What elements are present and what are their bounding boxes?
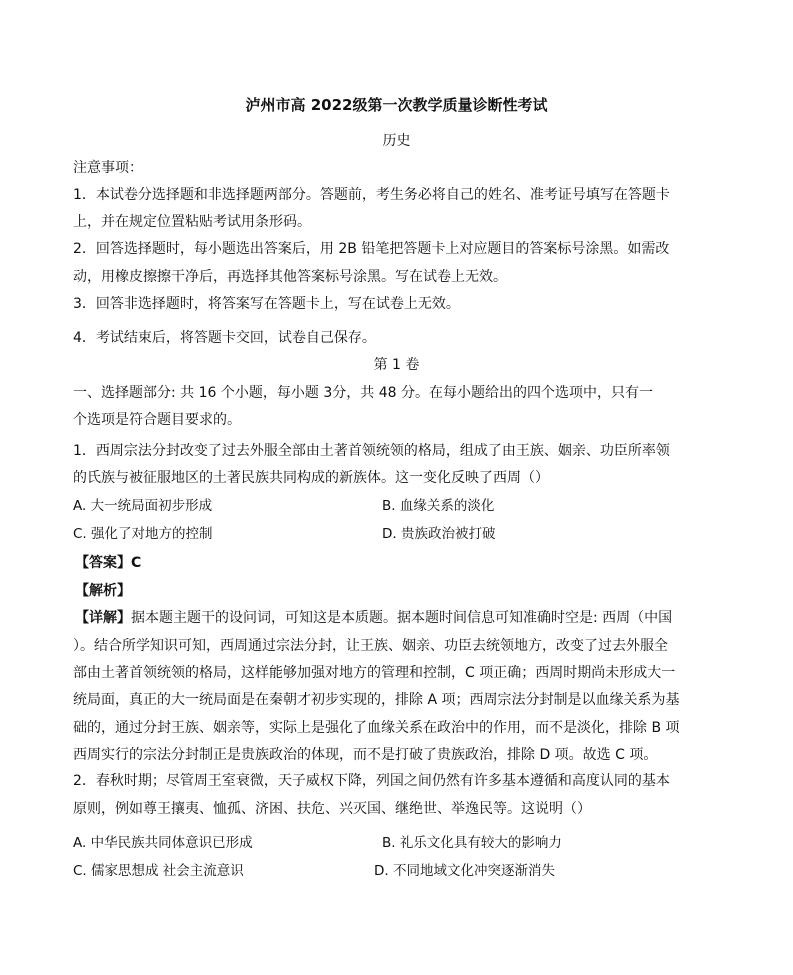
answer-tag: 【答案】 bbox=[75, 555, 131, 571]
question-stem: 1．西周宗法分封改变了过去外服全部由土著首领统领的格局，组成了由王族、姻亲、功臣所率领 bbox=[73, 443, 670, 459]
exam-title: 泸州市高 2022级第一次教学质量诊断性考试 bbox=[245, 96, 548, 114]
detail-text: 统局面，真正的大一统局面是在秦朝才初步实现的，排除 A 项；西周宗法分封制是以血缘关系为基 bbox=[73, 692, 680, 708]
option-b: B. 礼乐文化具有较大的影响力 bbox=[382, 835, 562, 851]
analysis-line bbox=[75, 581, 131, 601]
detail-text: 西周实行的宗法分封制正是贵族政治的体现，而不是打破了贵族政治，排除 D 项。故选 C 项。 bbox=[73, 747, 658, 763]
subject-title: 历史 bbox=[382, 133, 411, 149]
question-stem: 原则，例如尊王攘夷、恤孤、济困、扶危、兴灭国、继绝世、举逸民等。这说明（） bbox=[73, 801, 591, 817]
notice-line: 3．回答非选择题时，将答案写在答题卡上，写在试卷上无效。 bbox=[73, 296, 460, 312]
answer-line bbox=[75, 553, 141, 573]
option-c: C. 儒家思想成 社会主流意识 bbox=[73, 863, 244, 879]
notice-line: 2．回答选择题时，每小题选出答案后，用 2B 铅笔把答题卡上对应题目的答案标号涂黑。如需改 bbox=[73, 241, 670, 257]
analysis-tag: 【解析】 bbox=[75, 583, 131, 599]
option-c: C. 强化了对地方的控制 bbox=[73, 526, 213, 542]
question-stem: 的氏族与被征服地区的土著民族共同构成的新族体。这一变化反映了西周（） bbox=[73, 470, 549, 486]
detail-text: 部由土著首领统领的格局，这样能够加强对地方的管理和控制，C 项正确；西周时期尚未形成大一 bbox=[73, 665, 676, 681]
section-intro: 个选项是符合题目要求的。 bbox=[73, 412, 241, 428]
option-a: A. 大一统局面初步形成 bbox=[73, 498, 213, 514]
notice-line: 上，并在规定位置粘贴考试用条形码。 bbox=[73, 214, 311, 230]
detail-line bbox=[75, 608, 672, 628]
answer-value: C bbox=[131, 555, 142, 571]
notice-line: 4．考试结束后，将答题卡交回，试卷自己保存。 bbox=[73, 330, 376, 346]
section-intro: 一、选择题部分: 共 16 个小题，每小题 3分，共 48 分。在每小题给出的四个选项中，只有一 bbox=[73, 385, 653, 401]
option-d: D. 贵族政治被打破 bbox=[382, 526, 496, 542]
option-a: A. 中华民族共同体意识已形成 bbox=[73, 835, 253, 851]
detail-tag: 【详解】 bbox=[75, 610, 131, 626]
volume-heading: 第 1 卷 bbox=[373, 357, 420, 373]
notice-line: 1．本试卷分选择题和非选择题两部分。答题前，考生务必将自己的姓名、准考证号填写在答题卡 bbox=[73, 187, 670, 203]
option-d: D. 不同地域文化冲突逐渐消失 bbox=[374, 863, 555, 879]
question-stem: 2．春秋时期；尽管周王室衰微，天子威权下降，列国之间仍然有许多基本遵循和高度认同的基本 bbox=[73, 773, 670, 789]
detail-text: 础的，通过分封王族、姻亲等，实际上是强化了血缘关系在政治中的作用，而不是淡化，排除 B 项 bbox=[73, 720, 680, 736]
detail-text: ）。结合所学知识可知，西周通过宗法分封，让王族、姻亲、功臣去统领地方，改变了过去外服全 bbox=[73, 638, 668, 654]
notice-heading: 注意事项： bbox=[73, 160, 143, 176]
detail-text: 据本题主题干的设问词，可知这是本质题。据本题时间信息可知准确时空是: 西周（中国 bbox=[131, 610, 673, 626]
option-b: B. 血缘关系的淡化 bbox=[382, 498, 495, 514]
notice-line: 动，用橡皮擦擦干净后，再选择其他答案标号涂黑。写在试卷上无效。 bbox=[73, 269, 507, 285]
